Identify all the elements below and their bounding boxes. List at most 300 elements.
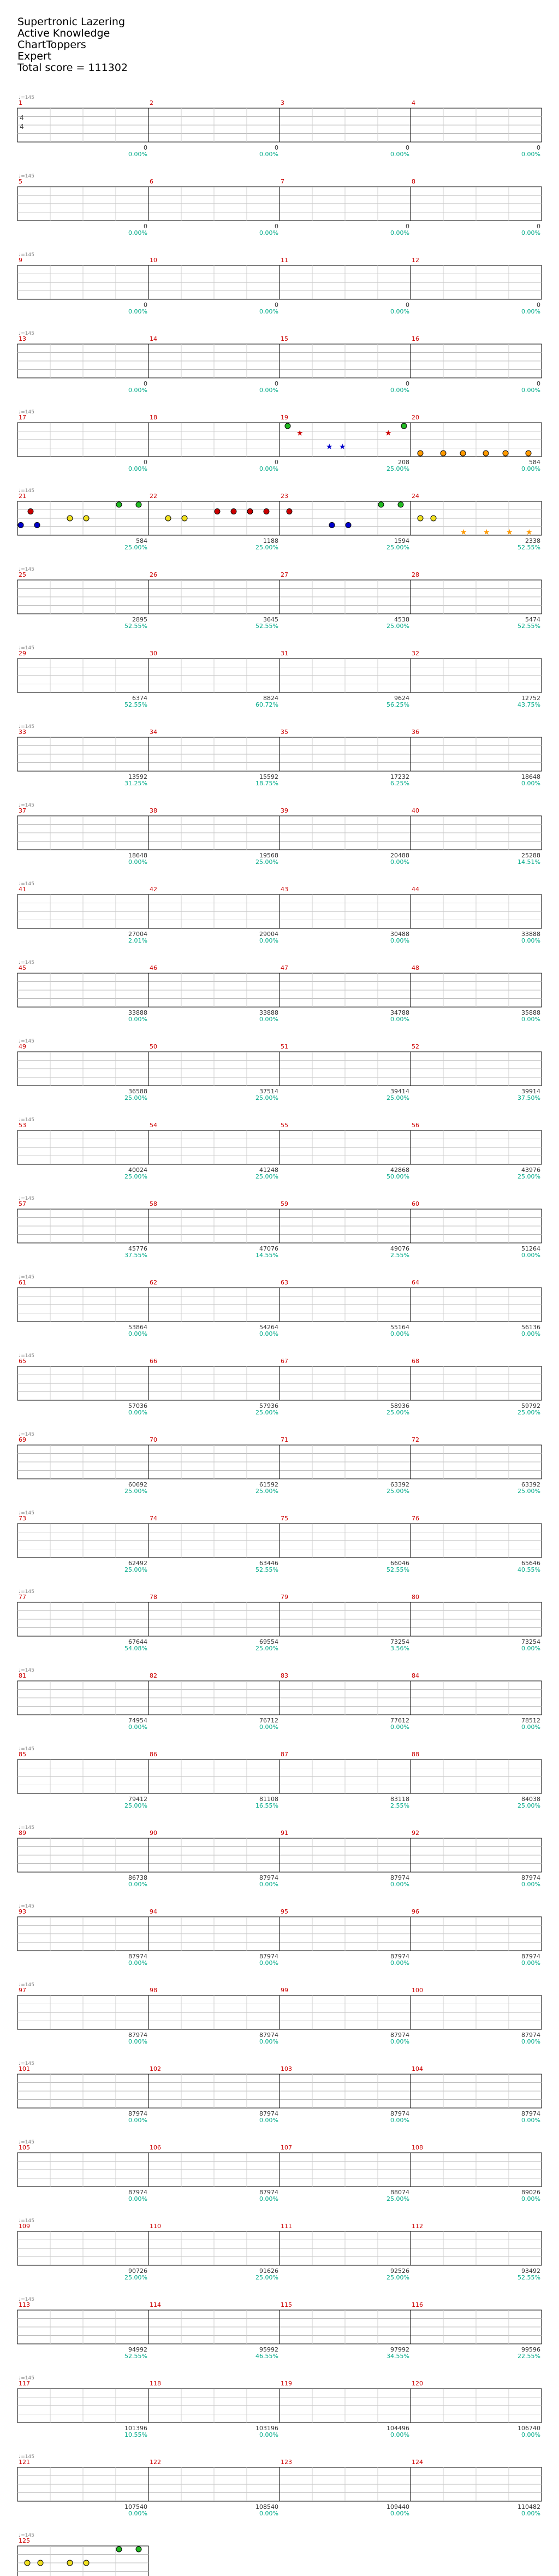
measure-score: 84038 — [521, 1796, 540, 1803]
measure-number: 35 — [281, 729, 288, 736]
measure-number: 80 — [412, 1594, 419, 1601]
measure-percent: 0.00% — [259, 151, 278, 158]
measure-number: 45 — [19, 964, 26, 972]
measure-score: 1188 — [263, 537, 278, 544]
measure-score: 0 — [537, 144, 540, 151]
measure-percent: 0.00% — [390, 1016, 409, 1023]
measure-percent: 25.00% — [386, 465, 409, 472]
note — [503, 451, 508, 456]
measure-percent: 0.00% — [259, 1724, 278, 1731]
star-note: ★ — [506, 528, 513, 537]
measure-percent: 0.00% — [521, 1959, 540, 1967]
measure-number: 22 — [150, 493, 157, 500]
measure-score: 57036 — [128, 1402, 147, 1410]
measure-percent: 0.00% — [390, 1330, 409, 1337]
measure-number: 4 — [412, 99, 415, 106]
measure-score: 1594 — [394, 537, 409, 544]
measure-percent: 0.00% — [128, 1724, 147, 1731]
measure-percent: 25.00% — [386, 1409, 409, 1416]
measure-percent: 0.00% — [128, 1409, 147, 1416]
measure-score: 0 — [275, 301, 278, 309]
measure-percent: 25.00% — [124, 1802, 147, 1809]
measure-percent: 25.00% — [124, 1173, 147, 1180]
measure-number: 86 — [150, 1751, 157, 1758]
measure-percent: 0.00% — [390, 2038, 409, 2045]
note — [247, 509, 253, 514]
measure-score: 15592 — [259, 773, 278, 780]
measure-percent: 0.00% — [128, 465, 147, 472]
measure-score: 101396 — [124, 2425, 147, 2432]
measure-number: 121 — [19, 2459, 30, 2466]
measure-number: 21 — [19, 493, 26, 500]
measure-number: 18 — [150, 414, 157, 421]
tempo-label: ♩=145 — [19, 1511, 34, 1516]
measure-score: 109440 — [386, 2503, 409, 2510]
note — [378, 502, 384, 507]
measure-number: 102 — [150, 2065, 161, 2072]
measure-score: 0 — [406, 144, 409, 151]
note — [398, 502, 403, 507]
measure-score: 43976 — [521, 1166, 540, 1174]
measure-number: 51 — [281, 1043, 288, 1050]
measure-number: 11 — [281, 257, 288, 264]
note — [460, 451, 466, 456]
measure-number: 56 — [412, 1122, 419, 1129]
tempo-label: ♩=145 — [19, 2533, 34, 2538]
star-note: ★ — [326, 442, 333, 452]
measure-percent: 0.00% — [521, 2195, 540, 2202]
measure-number: 30 — [150, 650, 157, 657]
note — [116, 502, 122, 507]
tempo-label: ♩=145 — [19, 252, 34, 258]
measure-percent: 0.00% — [259, 2117, 278, 2124]
measure-score: 65646 — [521, 1560, 540, 1567]
measure-number: 114 — [150, 2301, 161, 2308]
measure-number: 109 — [19, 2223, 30, 2230]
measure-score: 66046 — [390, 1560, 409, 1567]
measure-percent: 0.00% — [521, 780, 540, 787]
measure-percent: 0.00% — [521, 1330, 540, 1337]
measure-score: 12752 — [521, 695, 540, 702]
measure-score: 88074 — [390, 2189, 409, 2196]
measure-score: 0 — [406, 301, 409, 309]
measure-percent: 0.00% — [259, 2038, 278, 2045]
measure-number: 23 — [281, 493, 288, 500]
measure-percent: 14.51% — [518, 858, 540, 866]
measure-score: 35888 — [521, 1009, 540, 1016]
measure-score: 79412 — [128, 1796, 147, 1803]
measure-score: 0 — [537, 301, 540, 309]
measure-percent: 0.00% — [390, 937, 409, 944]
note — [431, 516, 436, 521]
measure-number: 88 — [412, 1751, 419, 1758]
measure-percent: 25.00% — [386, 544, 409, 551]
measure-number: 116 — [412, 2301, 423, 2308]
measure-percent: 0.00% — [521, 2038, 540, 2045]
tempo-label: ♩=145 — [19, 2376, 34, 2381]
measure-number: 69 — [19, 1436, 26, 1443]
measure-number: 72 — [412, 1436, 419, 1443]
measure-percent: 0.00% — [521, 2510, 540, 2517]
measure-score: 584 — [136, 537, 147, 544]
measure-number: 24 — [412, 493, 419, 500]
measure-number: 44 — [412, 886, 419, 893]
tempo-label: ♩=145 — [19, 488, 34, 494]
measure-percent: 0.00% — [259, 1881, 278, 1888]
measure-percent: 0.00% — [390, 1881, 409, 1888]
measure-percent: 52.55% — [518, 623, 540, 630]
measure-percent: 0.00% — [128, 1881, 147, 1888]
measure-number: 9 — [19, 257, 22, 264]
measure-number: 8 — [412, 178, 415, 185]
measure-number: 62 — [150, 1279, 157, 1286]
measure-percent: 0.00% — [521, 2117, 540, 2124]
measure-score: 37514 — [259, 1088, 278, 1095]
measure-percent: 0.00% — [521, 229, 540, 236]
measure-number: 101 — [19, 2065, 30, 2072]
measure-score: 59792 — [521, 1402, 540, 1410]
measure-percent: 25.00% — [255, 544, 278, 551]
tempo-label: ♩=145 — [19, 1039, 34, 1044]
tempo-label: ♩=145 — [19, 1353, 34, 1359]
measure-score: 2895 — [132, 616, 147, 623]
measure-score: 30488 — [390, 931, 409, 938]
measure-score: 25288 — [521, 852, 540, 859]
song-artist: Active Knowledge — [17, 27, 110, 39]
measure-score: 0 — [275, 223, 278, 230]
measure-number: 60 — [412, 1200, 419, 1207]
note — [441, 451, 446, 456]
measure-number: 47 — [281, 964, 288, 972]
measure-score: 87974 — [259, 2032, 278, 2039]
measure-number: 111 — [281, 2223, 292, 2230]
measure-percent: 46.55% — [255, 2353, 278, 2360]
measure-number: 105 — [19, 2144, 30, 2151]
measure-number: 89 — [19, 1829, 26, 1837]
measure-score: 0 — [144, 380, 147, 387]
measure-number: 103 — [281, 2065, 292, 2072]
measure-score: 103196 — [255, 2425, 278, 2432]
measure-percent: 25.00% — [386, 2195, 409, 2202]
measure-percent: 0.00% — [390, 308, 409, 315]
measure-score: 67644 — [128, 1638, 147, 1645]
measure-percent: 52.55% — [124, 623, 147, 630]
measure-number: 95 — [281, 1908, 288, 1915]
measure-score: 87974 — [521, 2110, 540, 2117]
tempo-label: ♩=145 — [19, 1825, 34, 1831]
total-score: Total score = 111302 — [17, 62, 128, 74]
measure-score: 0 — [537, 380, 540, 387]
measure-score: 0 — [144, 223, 147, 230]
tempo-label: ♩=145 — [19, 567, 34, 572]
measure-score: 42868 — [390, 1166, 409, 1174]
measure-score: 87974 — [128, 1953, 147, 1960]
measure-score: 41248 — [259, 1166, 278, 1174]
note — [38, 2560, 43, 2566]
measure-score: 104496 — [386, 2425, 409, 2432]
measure-percent: 0.00% — [128, 2195, 147, 2202]
measure-number: 14 — [150, 335, 157, 342]
measure-percent: 0.00% — [390, 1724, 409, 1731]
measure-percent: 0.00% — [128, 2117, 147, 2124]
measure-number: 53 — [19, 1122, 26, 1129]
measure-score: 0 — [275, 380, 278, 387]
tempo-label: ♩=145 — [19, 410, 34, 415]
measure-percent: 25.00% — [255, 1488, 278, 1495]
measure-score: 13592 — [128, 773, 147, 780]
measure-percent: 0.00% — [259, 2510, 278, 2517]
measure-score: 0 — [275, 459, 278, 466]
measure-score: 108540 — [255, 2503, 278, 2510]
measure-number: 76 — [412, 1515, 419, 1522]
tempo-label: ♩=145 — [19, 1196, 34, 1201]
measure-percent: 25.00% — [518, 1802, 540, 1809]
measure-number: 28 — [412, 571, 419, 578]
measure-score: 54264 — [259, 1324, 278, 1331]
measure-number: 85 — [19, 1751, 26, 1758]
note — [84, 2560, 89, 2566]
tempo-label: ♩=145 — [19, 1982, 34, 1988]
measure-score: 0 — [406, 380, 409, 387]
measure-percent: 43.75% — [518, 701, 540, 708]
measure-score: 63446 — [259, 1560, 278, 1567]
time-signature-top: 4 — [20, 114, 24, 122]
measure-score: 87974 — [128, 2110, 147, 2117]
measure-percent: 0.00% — [259, 1330, 278, 1337]
measure-percent: 25.00% — [255, 1173, 278, 1180]
measure-percent: 0.00% — [259, 465, 278, 472]
measure-percent: 0.00% — [390, 1959, 409, 1967]
measure-score: 87974 — [390, 2110, 409, 2117]
note — [136, 2547, 141, 2552]
note — [418, 516, 423, 521]
measure-number: 1 — [19, 99, 22, 106]
measure-number: 104 — [412, 2065, 423, 2072]
measure-percent: 34.55% — [386, 2353, 409, 2360]
measure-score: 99596 — [521, 2346, 540, 2353]
measure-number: 55 — [281, 1122, 288, 1129]
measure-number: 98 — [150, 1987, 157, 1994]
measure-number: 42 — [150, 886, 157, 893]
measure-percent: 0.00% — [128, 2510, 147, 2517]
measure-score: 17232 — [390, 773, 409, 780]
measure-percent: 52.55% — [255, 1566, 278, 1573]
note — [231, 509, 236, 514]
measure-number: 65 — [19, 1358, 26, 1365]
measure-score: 36588 — [128, 1088, 147, 1095]
measure-number: 29 — [19, 650, 26, 657]
measure-percent: 25.00% — [386, 623, 409, 630]
measure-score: 73254 — [521, 1638, 540, 1645]
star-note: ★ — [483, 528, 490, 537]
measure-percent: 2.01% — [128, 937, 147, 944]
measure-score: 63392 — [521, 1481, 540, 1488]
tempo-label: ♩=145 — [19, 1117, 34, 1123]
measure-percent: 0.00% — [259, 2431, 278, 2438]
measure-percent: 56.25% — [386, 701, 409, 708]
measure-number: 57 — [19, 1200, 26, 1207]
measure-percent: 54.08% — [124, 1645, 147, 1652]
note — [165, 516, 171, 521]
measure-score: 9624 — [394, 695, 409, 702]
measure-score: 87974 — [390, 1874, 409, 1881]
measure-percent: 0.00% — [259, 1959, 278, 1967]
measure-percent: 0.00% — [259, 937, 278, 944]
measure-number: 20 — [412, 414, 419, 421]
measure-percent: 0.00% — [521, 1645, 540, 1652]
measure-percent: 0.00% — [521, 937, 540, 944]
note — [136, 502, 141, 507]
tempo-label: ♩=145 — [19, 1432, 34, 1437]
measure-number: 82 — [150, 1672, 157, 1679]
measure-number: 49 — [19, 1043, 26, 1050]
measure-percent: 52.55% — [255, 623, 278, 630]
note — [18, 523, 23, 528]
note — [28, 509, 33, 514]
measure-percent: 2.55% — [390, 1252, 409, 1259]
measure-score: 33888 — [259, 1009, 278, 1016]
measure-number: 81 — [19, 1672, 26, 1679]
measure-number: 33 — [19, 729, 26, 736]
measure-percent: 0.00% — [128, 2038, 147, 2045]
measure-percent: 0.00% — [128, 1330, 147, 1337]
measure-number: 48 — [412, 964, 419, 972]
tempo-label: ♩=145 — [19, 1668, 34, 1673]
measure-percent: 0.00% — [259, 2195, 278, 2202]
measure-percent: 25.00% — [124, 1094, 147, 1102]
measure-percent: 25.00% — [255, 1645, 278, 1652]
measure-number: 112 — [412, 2223, 423, 2230]
measure-percent: 0.00% — [390, 229, 409, 236]
note — [483, 451, 489, 456]
measure-score: 87974 — [521, 1874, 540, 1881]
note — [526, 451, 531, 456]
measure-percent: 0.00% — [521, 308, 540, 315]
measure-percent: 0.00% — [521, 1881, 540, 1888]
measure-score: 0 — [537, 223, 540, 230]
measure-percent: 3.56% — [390, 1645, 409, 1652]
measure-number: 120 — [412, 2380, 423, 2387]
measure-number: 50 — [150, 1043, 157, 1050]
measure-percent: 0.00% — [521, 2431, 540, 2438]
measure-score: 86738 — [128, 1874, 147, 1881]
measure-number: 117 — [19, 2380, 30, 2387]
measure-number: 15 — [281, 335, 288, 342]
measure-percent: 52.55% — [518, 2274, 540, 2281]
measure-number: 36 — [412, 729, 419, 736]
measure-number: 94 — [150, 1908, 157, 1915]
measure-percent: 10.55% — [124, 2431, 147, 2438]
measure-number: 107 — [281, 2144, 292, 2151]
note — [116, 2547, 122, 2552]
measure-number: 59 — [281, 1200, 288, 1207]
measure-score: 97992 — [390, 2346, 409, 2353]
measure-percent: 40.55% — [518, 1566, 540, 1573]
measure-percent: 0.00% — [521, 151, 540, 158]
measure-score: 91626 — [259, 2267, 278, 2275]
measure-percent: 0.00% — [259, 229, 278, 236]
measure-score: 47076 — [259, 1245, 278, 1252]
time-signature-bottom: 4 — [20, 123, 24, 131]
measure-number: 110 — [150, 2223, 161, 2230]
measure-percent: 25.00% — [386, 1094, 409, 1102]
measure-percent: 25.00% — [386, 1488, 409, 1495]
measure-number: 13 — [19, 335, 26, 342]
measure-percent: 0.00% — [128, 387, 147, 394]
tempo-label: ♩=145 — [19, 724, 34, 730]
measure-percent: 25.00% — [255, 1094, 278, 1102]
measure-score: 55164 — [390, 1324, 409, 1331]
measure-percent: 52.55% — [124, 2353, 147, 2360]
measure-score: 58936 — [390, 1402, 409, 1410]
measure-score: 61592 — [259, 1481, 278, 1488]
measure-score: 93492 — [521, 2267, 540, 2275]
measure-percent: 52.55% — [386, 1566, 409, 1573]
measure-number: 31 — [281, 650, 288, 657]
measure-score: 110482 — [518, 2503, 540, 2510]
measure-percent: 0.00% — [128, 308, 147, 315]
measure-score: 106740 — [518, 2425, 540, 2432]
measure-number: 96 — [412, 1908, 419, 1915]
measure-number: 63 — [281, 1279, 288, 1286]
measure-score: 29004 — [259, 931, 278, 938]
measure-score: 87974 — [259, 2189, 278, 2196]
note — [215, 509, 220, 514]
measure-number: 6 — [150, 178, 153, 185]
measure-score: 90726 — [128, 2267, 147, 2275]
measure-number: 64 — [412, 1279, 419, 1286]
measure-number: 73 — [19, 1515, 26, 1522]
measure-number: 61 — [19, 1279, 26, 1286]
tempo-label: ♩=145 — [19, 331, 34, 336]
note — [346, 523, 351, 528]
note — [285, 423, 290, 429]
measure-score: 87974 — [521, 1953, 540, 1960]
note — [84, 516, 89, 521]
measure-score: 95992 — [259, 2346, 278, 2353]
measure-number: 54 — [150, 1122, 157, 1129]
measure-number: 43 — [281, 886, 288, 893]
tempo-label: ♩=145 — [19, 1275, 34, 1280]
star-note: ★ — [296, 429, 304, 438]
tempo-label: ♩=145 — [19, 803, 34, 808]
measure-score: 4538 — [394, 616, 409, 623]
note — [182, 516, 187, 521]
measure-number: 123 — [281, 2459, 292, 2466]
measure-number: 34 — [150, 729, 157, 736]
tempo-label: ♩=145 — [19, 1746, 34, 1752]
measure-number: 84 — [412, 1672, 419, 1679]
measure-score: 60692 — [128, 1481, 147, 1488]
measure-percent: 0.00% — [259, 1016, 278, 1023]
measure-score: 27004 — [128, 931, 147, 938]
measure-percent: 18.75% — [255, 780, 278, 787]
measure-score: 0 — [144, 459, 147, 466]
note — [264, 509, 269, 514]
measure-number: 106 — [150, 2144, 161, 2151]
star-note: ★ — [385, 429, 392, 438]
measure-score: 76712 — [259, 1717, 278, 1724]
measure-number: 38 — [150, 807, 157, 814]
measure-score: 87974 — [128, 2189, 147, 2196]
measure-number: 25 — [19, 571, 26, 578]
measure-number: 12 — [412, 257, 419, 264]
measure-number: 108 — [412, 2144, 423, 2151]
measure-number: 17 — [19, 414, 26, 421]
star-note: ★ — [339, 442, 346, 452]
measure-score: 18648 — [521, 773, 540, 780]
measure-score: 39914 — [521, 1088, 540, 1095]
